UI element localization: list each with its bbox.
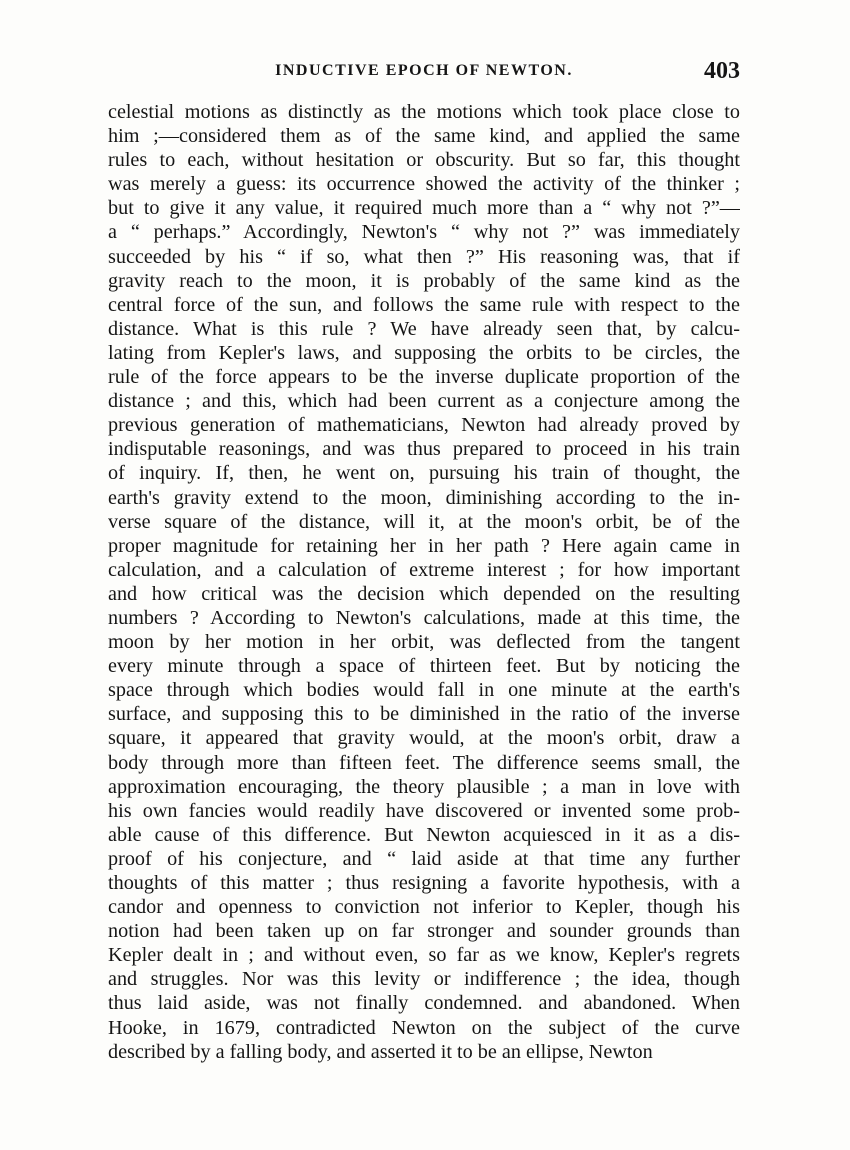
text-line: succeeded by his “ if so, what then ?” His reasoning was, that if (108, 245, 740, 268)
text-line: gravity reach to the moon, it is probably of the same kind as the (108, 269, 740, 292)
text-line: Hooke, in 1679, contradicted Newton on the subject of the curve (108, 1016, 740, 1039)
text-line: proof of his conjecture, and “ laid aside at that time any further (108, 847, 740, 870)
text-line: able cause of this difference. But Newton acquiesced in it as a dis- (108, 823, 740, 846)
text-line: verse square of the distance, will it, at the moon's orbit, be of the (108, 510, 740, 533)
text-line: thoughts of this matter ; thus resigning a favorite hypothesis, with a (108, 872, 740, 894)
text-line: but to give it any value, it required much more than a “ why not ?”— (108, 197, 740, 220)
text-line: and how critical was the decision which depended on the resulting (108, 582, 740, 605)
text-line: numbers ? According to Newton's calculations, made at this time, the (108, 606, 740, 629)
body-text (108, 100, 740, 1064)
text-line: approximation encouraging, the theory plausible ; a man in love with (108, 775, 740, 798)
text-line: his own fancies would readily have discovered or invented some prob- (108, 799, 740, 822)
text-line: rule of the force appears to be the inverse duplicate proportion of the (108, 366, 740, 389)
text-line: thus laid aside, was not finally condemned. and abandoned. When (108, 992, 740, 1015)
text-line: was merely a guess: its occurrence showed the activity of the thinker ; (108, 173, 740, 196)
text-line: square, it appeared that gravity would, at the moon's orbit, draw a (108, 727, 740, 750)
text-line: a “ perhaps.” Accordingly, Newton's “ why not ?” was immediately (108, 221, 740, 244)
text-line: earth's gravity extend to the moon, diminishing according to the in- (108, 486, 740, 509)
text-line: of inquiry. If, then, he went on, pursuing his train of thought, the (108, 462, 740, 485)
text-line: celestial motions as distinctly as the motions which took place close to (108, 101, 740, 123)
text-line: moon by her motion in her orbit, was deflected from the tangent (108, 631, 740, 654)
text-line: indisputable reasonings, and was thus prepared to proceed in his train (108, 438, 740, 461)
text-line: described by a falling body, and asserted it to be an ellipse, Newton (108, 1040, 653, 1063)
text-line: and struggles. Nor was this levity or indifference ; the idea, though (108, 968, 740, 991)
text-line: notion had been taken up on far stronger and sounder grounds than (108, 920, 740, 943)
text-line: body through more than fifteen feet. The difference seems small, the (108, 751, 740, 774)
text-line: every minute through a space of thirteen feet. But by noticing the (108, 655, 740, 678)
text-line: lating from Kepler's laws, and supposing the orbits to be circles, the (108, 341, 740, 364)
running-header (108, 58, 740, 92)
text-line: rules to each, without hesitation or obscurity. But so far, this thought (108, 149, 740, 172)
text-line: proper magnitude for retaining her in her path ? Here again came in (108, 534, 740, 557)
text-line: him ;—considered them as of the same kind, and applied the same (108, 125, 740, 148)
text-line: distance ; and this, which had been current as a conjecture among the (108, 390, 740, 413)
text-line: candor and openness to conviction not inferior to Kepler, though his (108, 896, 740, 919)
text-line: space through which bodies would fall in one minute at the earth's (108, 679, 740, 702)
text-line: calculation, and a calculation of extreme interest ; for how important (108, 558, 740, 581)
text-line: Kepler dealt in ; and without even, so far as we know, Kepler's regrets (108, 944, 740, 967)
text-line: distance. What is this rule ? We have already seen that, by calcu- (108, 317, 740, 340)
running-title: INDUCTIVE EPOCH OF NEWTON. (275, 62, 573, 79)
text-line: surface, and supposing this to be diminished in the ratio of the inverse (108, 703, 740, 726)
page-number: 403 (704, 58, 740, 84)
text-line: previous generation of mathematicians, Newton had already proved by (108, 414, 740, 437)
text-line: central force of the sun, and follows the same rule with respect to the (108, 293, 740, 316)
